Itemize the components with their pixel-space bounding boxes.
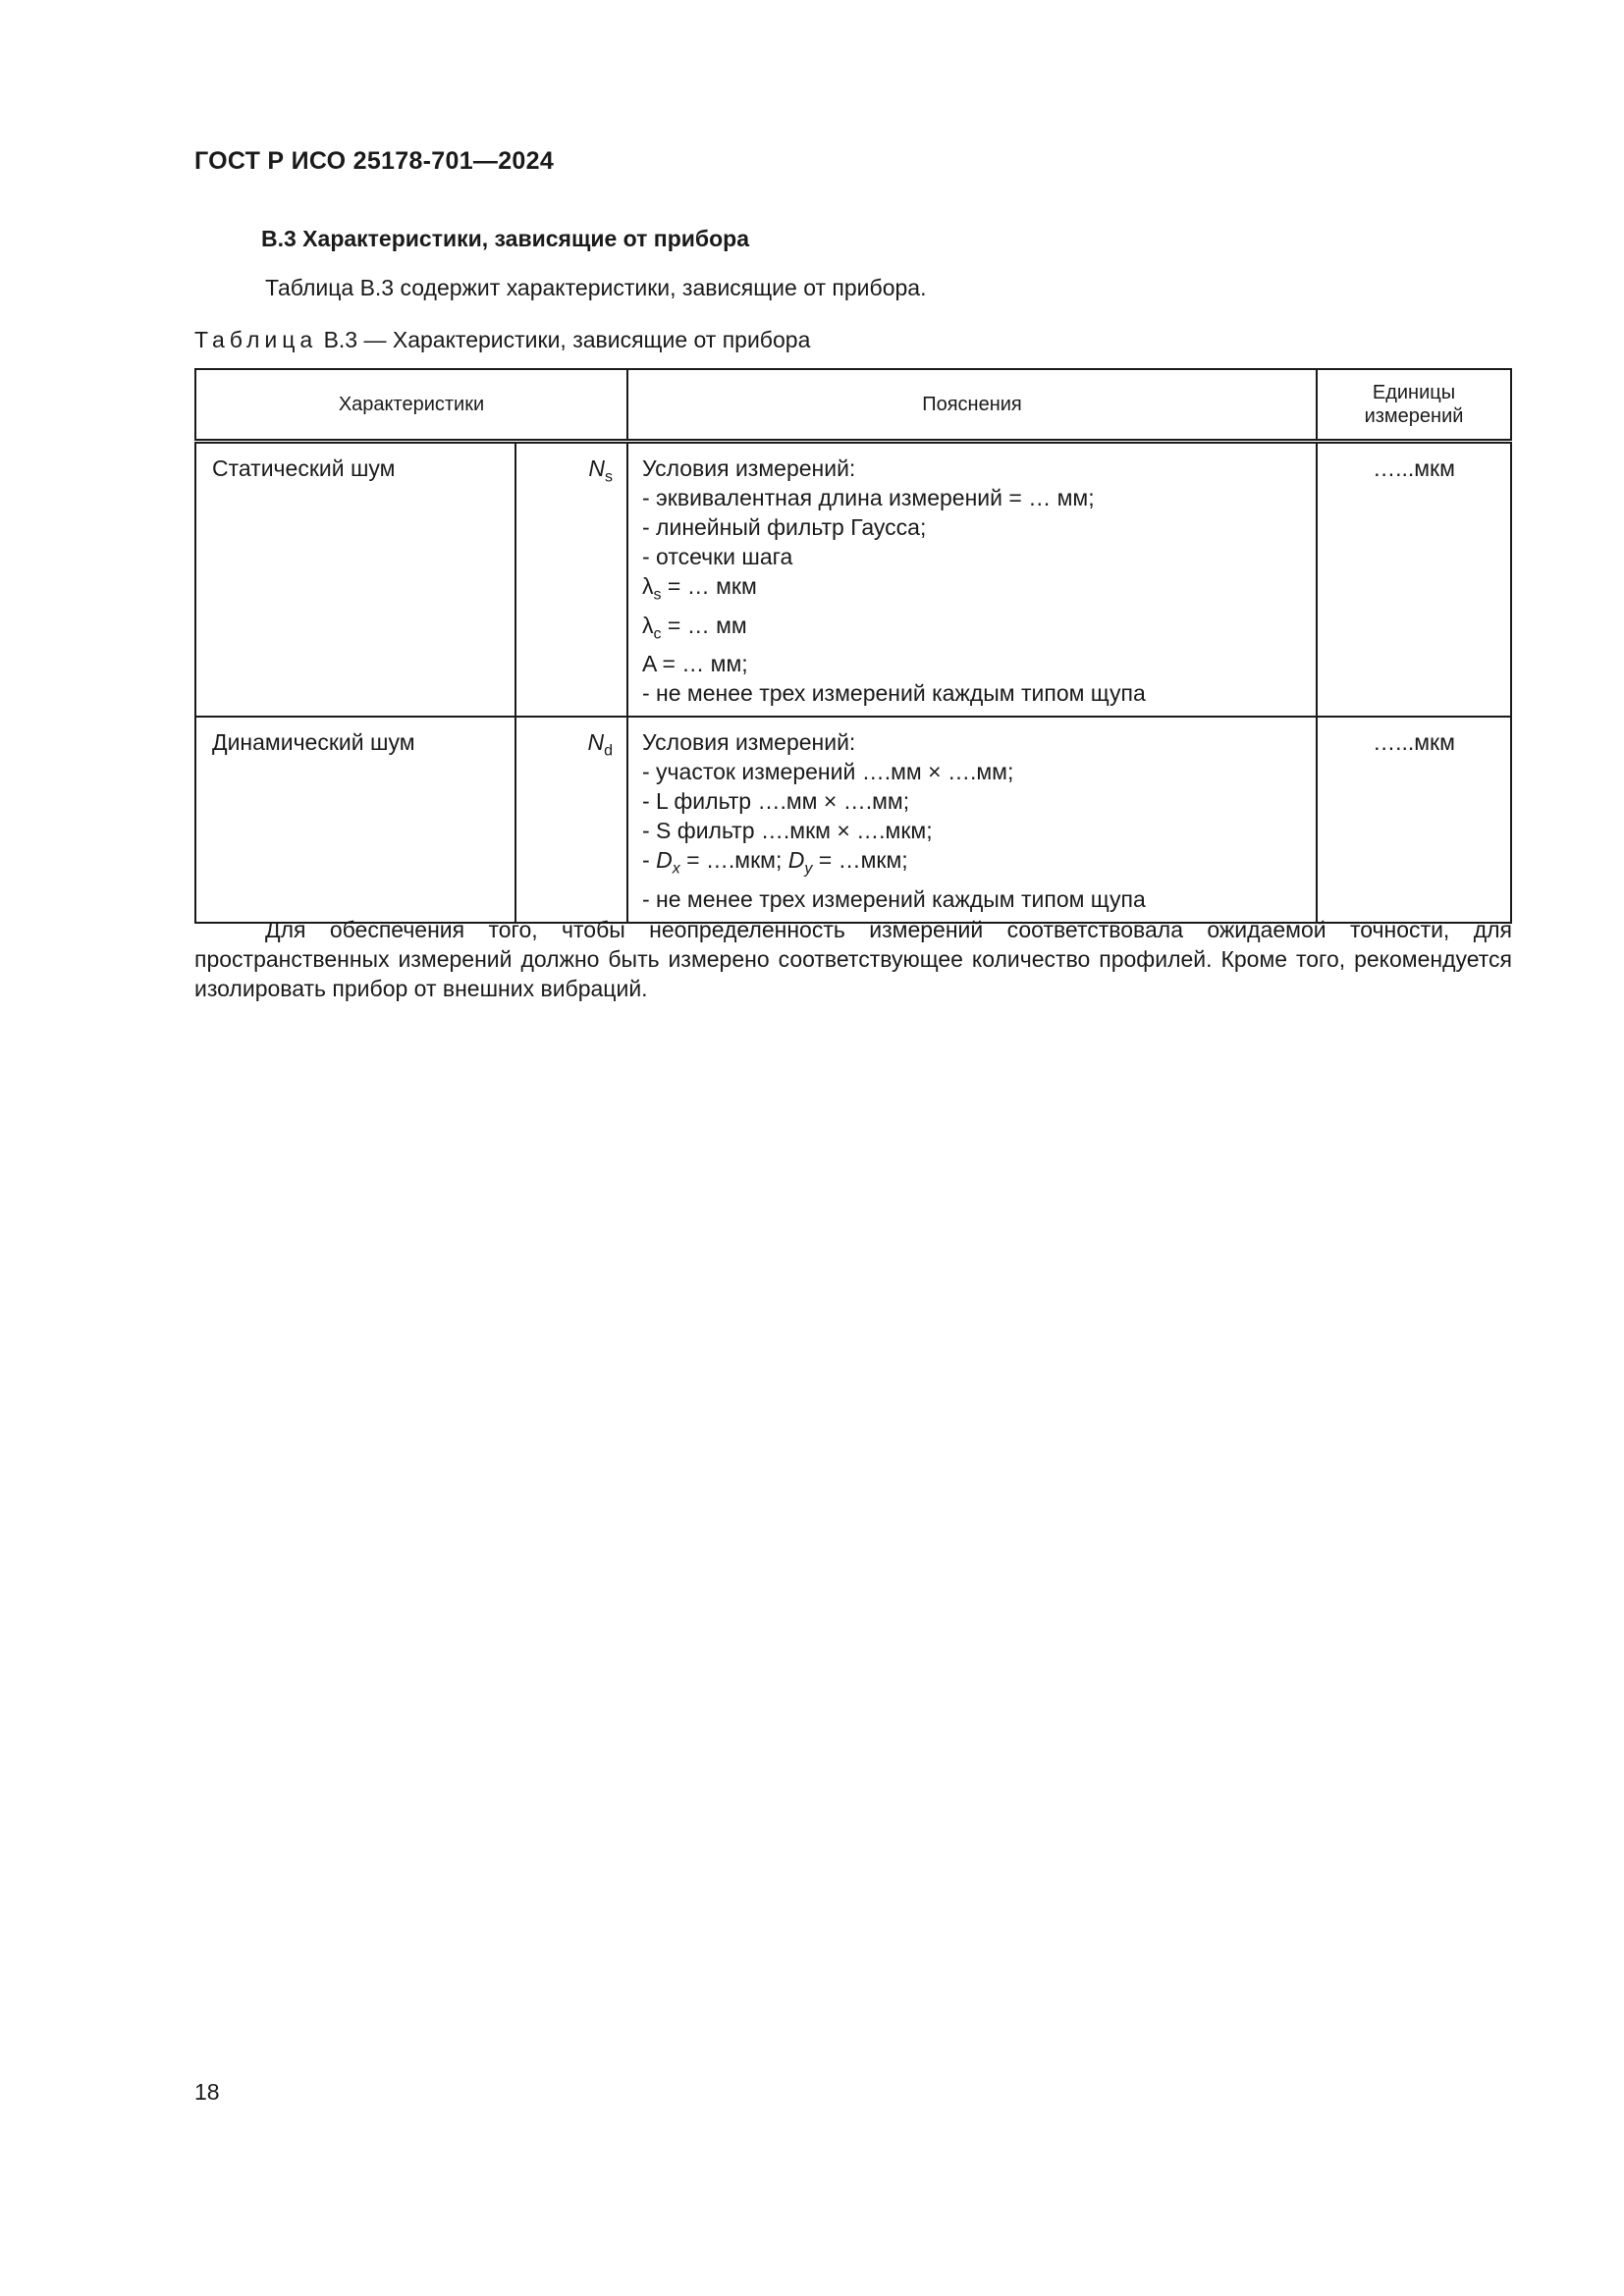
explanation-line: - S фильтр ….мкм × ….мкм;: [642, 818, 933, 844]
lambda-subscript: s: [653, 586, 662, 604]
table-caption-label: Таблица: [194, 327, 318, 352]
document-header: ГОСТ Р ИСО 25178-701—2024: [194, 147, 555, 175]
row-unit: …...мкм: [1317, 442, 1511, 718]
explanation-line-lambda-s: [642, 571, 1302, 611]
d-symbol: D: [787, 847, 805, 874]
symbol-letter: N: [588, 455, 605, 481]
dy-value: = …мкм;: [812, 847, 908, 874]
symbol-subscript: s: [605, 468, 613, 486]
conditions-title: Условия измерений:: [642, 729, 856, 756]
explanation-line: - не менее трех измерений каждым типом щупа: [642, 885, 1146, 912]
d-subscript-y: y: [804, 860, 813, 878]
d-subscript-x: x: [672, 860, 680, 878]
symbol-subscript: d: [604, 742, 613, 760]
table-header-row: [195, 369, 1511, 442]
d-symbol: D: [656, 847, 673, 874]
lambda-symbol: λ: [642, 573, 654, 599]
explanation-line: - эквивалентная длина измерений = … мм;: [642, 485, 1095, 510]
note-paragraph: [194, 915, 1512, 1003]
explanation-line: - L фильтр ….мм × ….мм;: [642, 788, 910, 815]
explanation-line: - не менее трех измерений каждым типом щупа: [642, 680, 1146, 707]
lambda-subscript: c: [653, 625, 662, 643]
lambda-symbol: λ: [642, 612, 654, 638]
section-heading: B.3 Характеристики, зависящие от прибора: [261, 226, 749, 251]
row-symbol: [515, 717, 627, 923]
row-name: Динамический шум: [195, 717, 515, 923]
row-explanation: [627, 442, 1317, 718]
section-intro: Таблица B.3 содержит характеристики, зависящие от прибора.: [265, 275, 927, 300]
header-characteristics: Характеристики: [195, 369, 627, 442]
row-name: Статический шум: [195, 442, 515, 718]
explanation-line: - линейный фильтр Гаусса;: [642, 514, 927, 540]
table-row: [195, 717, 1511, 923]
explanation-line: - участок измерений ….мм × ….мм;: [642, 759, 1014, 785]
note-text: Для обеспечения того, чтобы неопределенность измерений соответствовала ожидаемой точности, для пространственных измерений должно быть измерено соответствующее количество профилей. Кроме того, рекомендуется изолировать прибор от внешних вибраций.: [194, 917, 1512, 1001]
explanation-line-lambda-c: [642, 611, 1302, 650]
explanation-line: - отсечки шага: [642, 544, 793, 569]
lambda-value: = … мкм: [661, 573, 757, 599]
characteristics-table: [194, 368, 1512, 924]
table-caption: [194, 327, 810, 353]
explanation-line: A = … мм;: [642, 651, 748, 677]
header-units-line1: Единицы: [1372, 382, 1456, 403]
dx-value: = ….мкм;: [679, 847, 788, 874]
row-symbol: [515, 442, 627, 718]
table-row: [195, 442, 1511, 718]
page-number: 18: [194, 2079, 220, 2105]
row-explanation: [627, 717, 1317, 923]
lambda-value: = … мм: [661, 612, 747, 638]
dash-prefix: -: [642, 847, 657, 874]
table-caption-text: B.3 — Характеристики, зависящие от прибора: [317, 327, 811, 352]
header-units: [1317, 369, 1511, 442]
symbol-letter: N: [587, 729, 605, 756]
header-explanations: Пояснения: [627, 369, 1317, 442]
conditions-title: Условия измерений:: [642, 455, 856, 481]
row-unit: …...мкм: [1317, 717, 1511, 923]
explanation-line-dx-dy: [642, 845, 1302, 884]
header-units-line2: измерений: [1364, 405, 1464, 427]
